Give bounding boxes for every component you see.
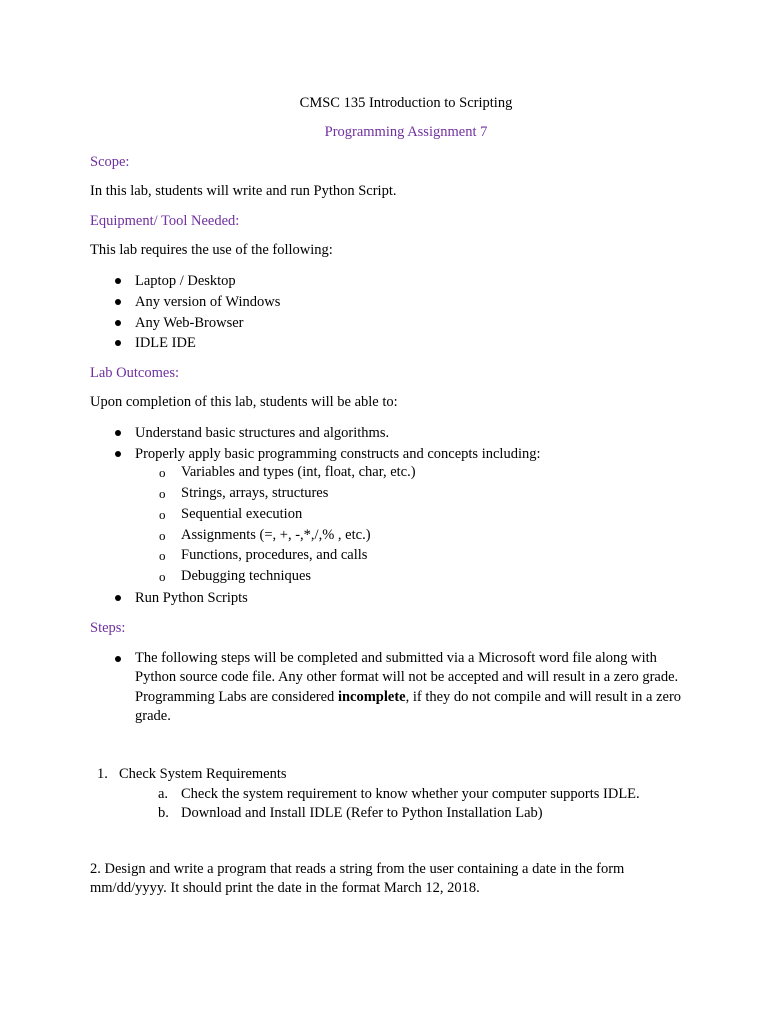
equipment-heading: Equipment/ Tool Needed: bbox=[90, 213, 240, 229]
step-number: 1. bbox=[97, 766, 108, 782]
circle-bullet-icon: o bbox=[159, 507, 166, 522]
bullet-icon bbox=[115, 451, 121, 457]
list-item: Run Python Scripts bbox=[135, 590, 248, 606]
scope-text: In this lab, students will write and run Python Script. bbox=[90, 183, 397, 199]
list-item: Understand basic structures and algorithms. bbox=[135, 425, 390, 441]
list-item: Any version of Windows bbox=[135, 294, 281, 310]
steps-paragraph bbox=[135, 649, 695, 726]
bullet-icon bbox=[115, 430, 121, 436]
incomplete-emphasis: incomplete bbox=[337, 688, 406, 705]
bullet-icon bbox=[115, 299, 121, 305]
circle-bullet-icon: o bbox=[159, 486, 166, 501]
sub-step-text: Download and Install IDLE (Refer to Python Installation Lab) bbox=[181, 805, 543, 821]
bullet-icon bbox=[115, 320, 121, 326]
scope-heading: Scope: bbox=[90, 154, 130, 170]
circle-bullet-icon: o bbox=[159, 569, 166, 584]
equipment-intro: This lab requires the use of the following: bbox=[90, 242, 333, 258]
bullet-icon bbox=[115, 656, 121, 662]
step2-line2: mm/dd/yyyy. It should print the date in the format March 12, 2018. bbox=[90, 880, 480, 896]
circle-bullet-icon: o bbox=[159, 465, 166, 480]
sub-step-marker: b. bbox=[158, 805, 169, 821]
sub-list-item: Sequential execution bbox=[181, 506, 303, 522]
outcomes-heading: Lab Outcomes: bbox=[90, 365, 179, 381]
sub-list-item: Debugging techniques bbox=[181, 568, 312, 584]
list-item: Properly apply basic programming constructs and concepts including: bbox=[135, 446, 541, 462]
list-item: Any Web-Browser bbox=[135, 315, 244, 331]
circle-bullet-icon: o bbox=[159, 528, 166, 543]
sub-step-marker: a. bbox=[158, 786, 169, 802]
step2-line1: 2. Design and write a program that reads a string from the user containing a date in the form bbox=[90, 861, 625, 877]
steps-heading: Steps: bbox=[90, 620, 126, 636]
sub-list-item: Variables and types (int, float, char, etc.) bbox=[181, 464, 416, 480]
bullet-icon bbox=[115, 278, 121, 284]
steps-text: The following steps will be completed and submitted via a Microsoft word file along with Python source code file. Any other format will not be accepted and will result in a zero grade. Programming Labs are considered bbox=[135, 650, 679, 705]
step-title: Check System Requirements bbox=[119, 766, 287, 782]
sub-list-item: Strings, arrays, structures bbox=[181, 485, 329, 501]
assignment-title: Programming Assignment 7 bbox=[324, 124, 488, 140]
list-item: Laptop / Desktop bbox=[135, 273, 236, 289]
sub-step-text: Check the system requirement to know whether your computer supports IDLE. bbox=[181, 786, 640, 802]
outcomes-intro: Upon completion of this lab, students will be able to: bbox=[90, 394, 398, 410]
sub-list-item: Functions, procedures, and calls bbox=[181, 547, 368, 563]
bullet-icon bbox=[115, 340, 121, 346]
bullet-icon bbox=[115, 595, 121, 601]
steps-text-end: , if they do not compile and will result in a zero grade. bbox=[135, 688, 682, 724]
list-item: IDLE IDE bbox=[135, 335, 196, 351]
circle-bullet-icon: o bbox=[159, 548, 166, 563]
course-title: CMSC 135 Introduction to Scripting bbox=[299, 95, 513, 111]
sub-list-item: Assignments (=, +, -,*,/,% , etc.) bbox=[181, 527, 371, 543]
